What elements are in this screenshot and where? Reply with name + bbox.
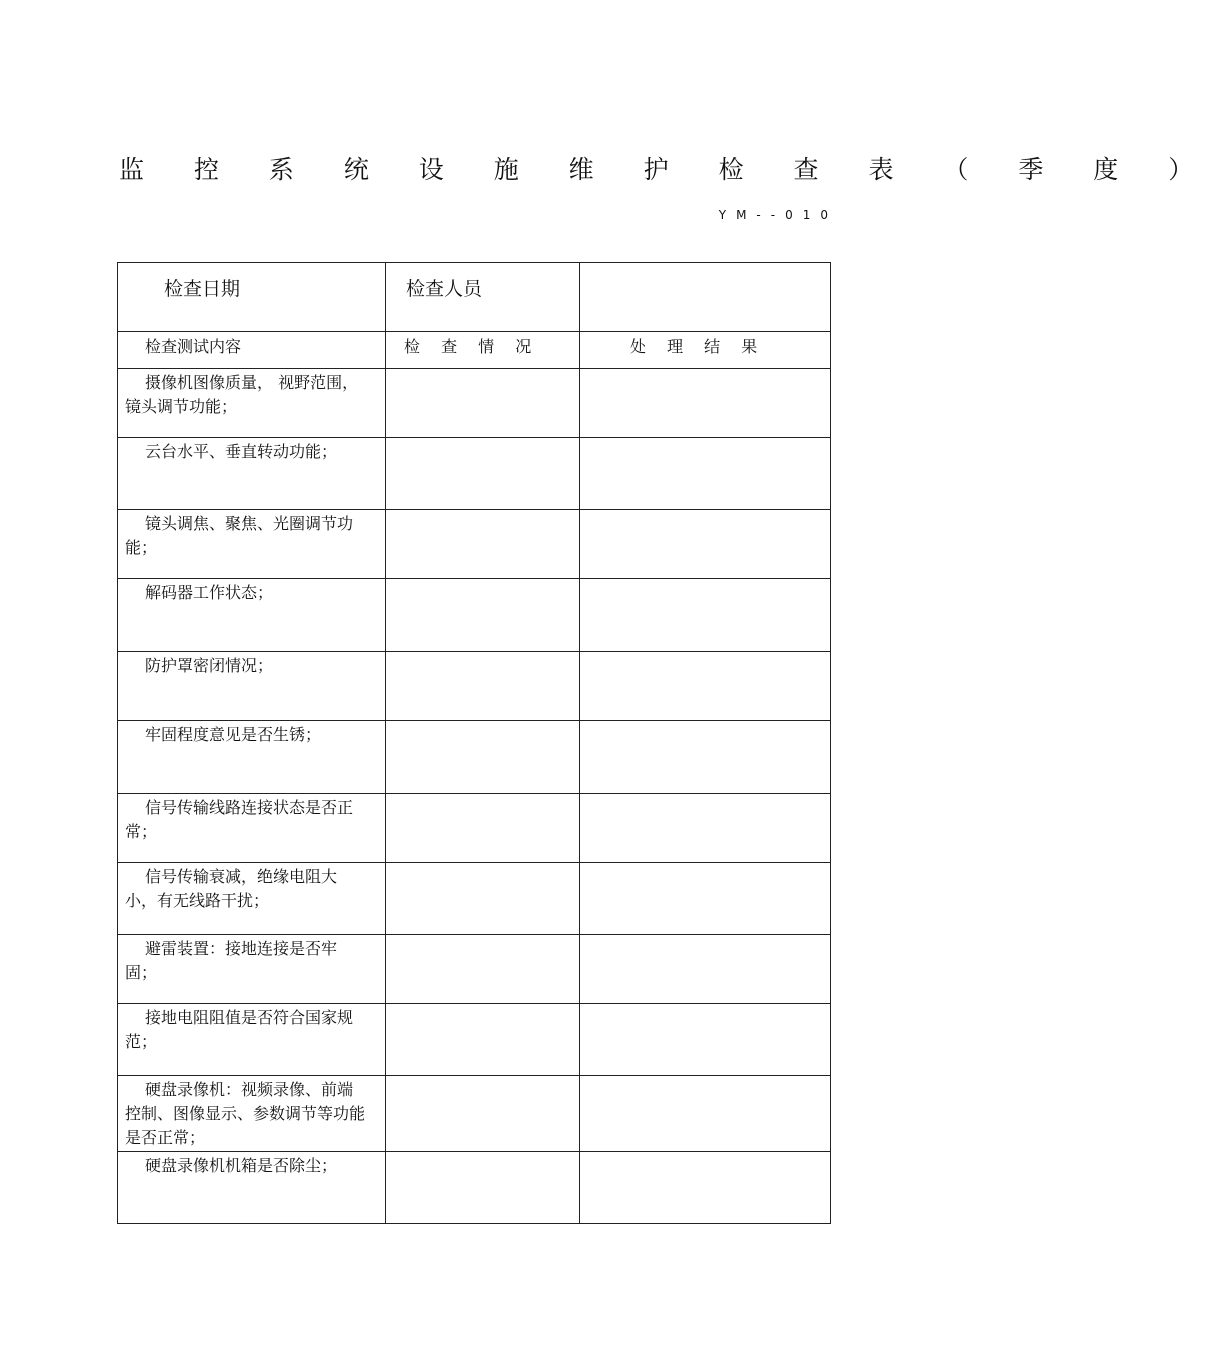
item-content: 镜头调焦、聚焦、光圈调节功能； — [118, 510, 386, 579]
item-content: 避雷装置：接地连接是否牢固； — [118, 935, 386, 1004]
item-content: 牢固程度意见是否生锈； — [118, 721, 386, 794]
column-header-result: 处 理 结 果 — [580, 332, 831, 369]
inspector-label: 检查人员 — [406, 278, 483, 300]
table-row — [118, 1004, 831, 1076]
item-content: 云台水平、垂直转动功能； — [118, 438, 386, 510]
item-status-cell[interactable] — [386, 438, 580, 510]
form-code: YM--010 — [718, 208, 838, 222]
table-row — [118, 510, 831, 579]
table-row — [118, 1152, 831, 1224]
inspector-value-cell[interactable] — [580, 263, 831, 332]
table-row — [118, 863, 831, 935]
table-row — [118, 721, 831, 794]
item-status-cell[interactable] — [386, 721, 580, 794]
item-status-cell[interactable] — [386, 1152, 580, 1224]
item-status-cell[interactable] — [386, 652, 580, 721]
item-result-cell[interactable] — [580, 369, 831, 438]
column-header-status: 检 查 情 况 — [386, 332, 580, 369]
item-result-cell[interactable] — [580, 794, 831, 863]
item-status-cell[interactable] — [386, 863, 580, 935]
inspection-table — [117, 262, 831, 1224]
item-content: 防护罩密闭情况； — [118, 652, 386, 721]
table-row — [118, 579, 831, 652]
date-label: 检查日期 — [164, 278, 241, 300]
page-title: 监 控 系 统 设 施 维 护 检 查 表 （ 季 度 ） — [119, 155, 1214, 184]
item-status-cell[interactable] — [386, 1004, 580, 1076]
item-status-cell[interactable] — [386, 510, 580, 579]
header-row — [118, 263, 831, 332]
item-content: 硬盘录像机：视频录像、前端控制、图像显示、参数调节等功能是否正常； — [118, 1076, 386, 1152]
item-rows — [118, 369, 831, 1224]
item-result-cell[interactable] — [580, 1076, 831, 1152]
item-result-cell[interactable] — [580, 652, 831, 721]
item-result-cell[interactable] — [580, 1004, 831, 1076]
table-row — [118, 1076, 831, 1152]
date-cell[interactable] — [118, 263, 386, 332]
table-row — [118, 438, 831, 510]
item-status-cell[interactable] — [386, 1076, 580, 1152]
item-result-cell[interactable] — [580, 935, 831, 1004]
item-result-cell[interactable] — [580, 1152, 831, 1224]
item-result-cell[interactable] — [580, 510, 831, 579]
item-result-cell[interactable] — [580, 438, 831, 510]
inspector-label-cell — [386, 263, 580, 332]
item-result-cell[interactable] — [580, 863, 831, 935]
item-content: 硬盘录像机机箱是否除尘； — [118, 1152, 386, 1224]
item-content: 解码器工作状态； — [118, 579, 386, 652]
item-content: 信号传输衰减，绝缘电阻大小，有无线路干扰； — [118, 863, 386, 935]
table-row — [118, 935, 831, 1004]
column-header-row — [118, 332, 831, 369]
table-row — [118, 652, 831, 721]
item-status-cell[interactable] — [386, 369, 580, 438]
column-header-content: 检查测试内容 — [118, 332, 386, 369]
item-result-cell[interactable] — [580, 579, 831, 652]
item-content: 接地电阻阻值是否符合国家规范； — [118, 1004, 386, 1076]
table-row — [118, 369, 831, 438]
item-status-cell[interactable] — [386, 794, 580, 863]
item-content: 信号传输线路连接状态是否正常； — [118, 794, 386, 863]
item-content: 摄像机图像质量， 视野范围，镜头调节功能； — [118, 369, 386, 438]
table-row — [118, 794, 831, 863]
item-result-cell[interactable] — [580, 721, 831, 794]
item-status-cell[interactable] — [386, 935, 580, 1004]
item-status-cell[interactable] — [386, 579, 580, 652]
